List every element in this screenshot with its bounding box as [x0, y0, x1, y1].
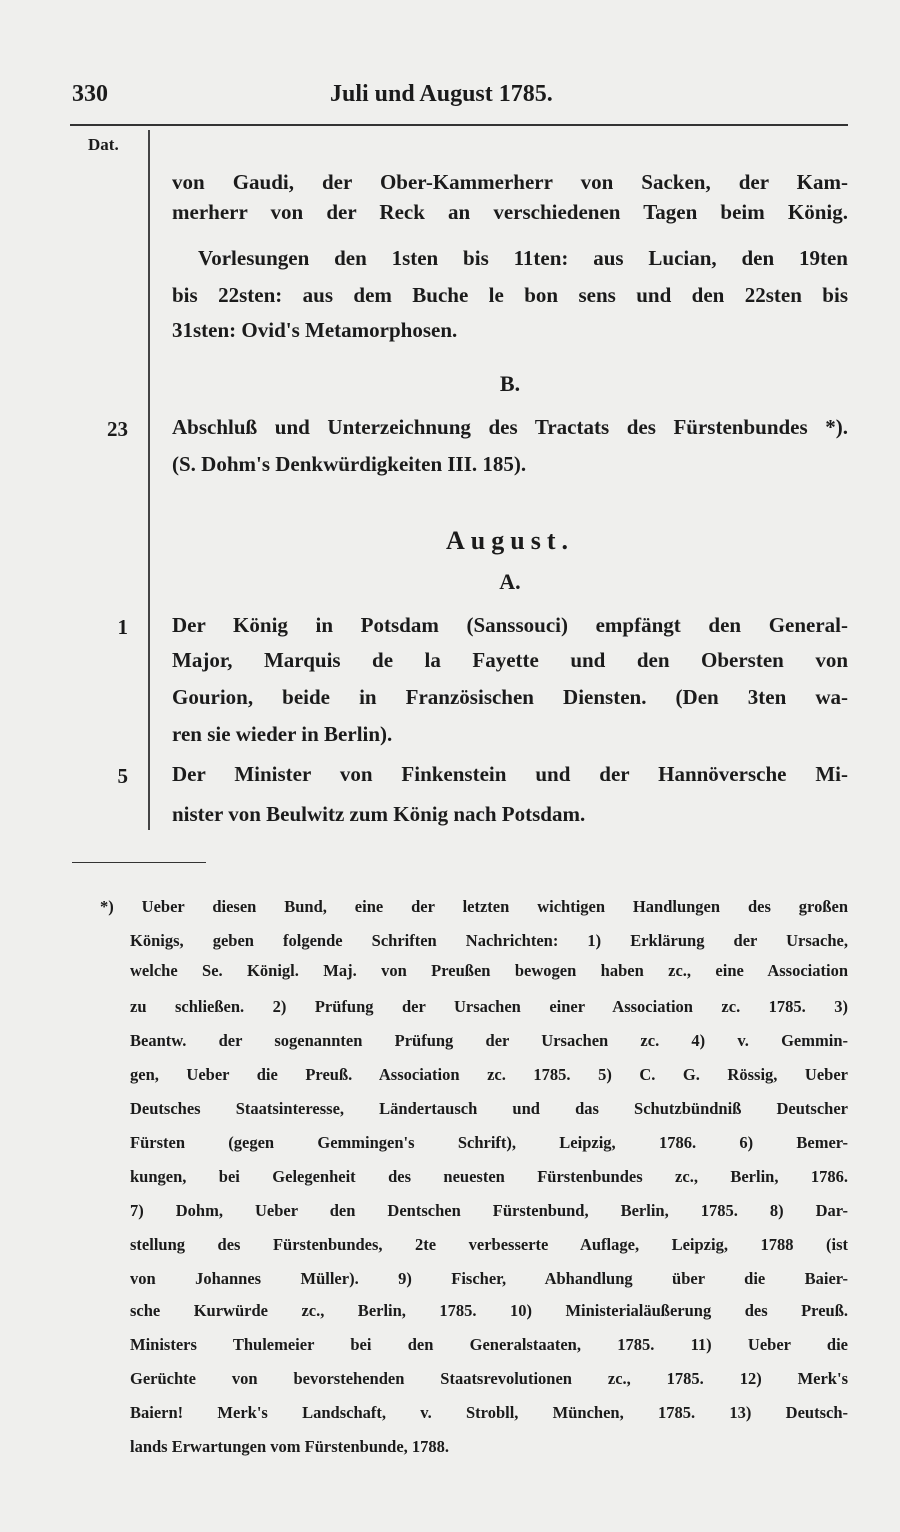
text-line: Vorlesungen den 1sten bis 11ten: aus Lucian, den 19ten	[198, 246, 848, 270]
footnote-line: *) Ueber diesen Bund, eine der letzten wichtigen Handlungen des großen	[100, 897, 848, 916]
date-5: 5	[117, 764, 128, 788]
text-line: Der König in Potsdam (Sanssouci) empfängt den General-	[172, 613, 848, 637]
footnote-line: kungen, bei Gelegenheit des neuesten Fürstenbundes zc., Berlin, 1786.	[130, 1167, 848, 1186]
text-line: Gourion, beide in Französischen Diensten. (Den 3ten wa-	[172, 685, 848, 709]
text-line: Major, Marquis de la Fayette und den Obersten von	[172, 648, 848, 672]
footnote-line: Königs, geben folgende Schriften Nachrichten: 1) Erklärung der Ursache,	[130, 931, 848, 950]
footnote-line: Gerüchte von bevorstehenden Staatsrevolutionen zc., 1785. 12) Merk's	[130, 1369, 848, 1388]
text-line: merherr von der Reck an verschiedenen Tagen beim König.	[172, 200, 848, 224]
footnote-line: Fürsten (gegen Gemmingen's Schrift), Leipzig, 1786. 6) Bemer-	[130, 1133, 848, 1152]
page-number: 330	[72, 81, 108, 107]
section-heading-b: B.	[499, 371, 521, 396]
footnote-line: Baiern! Merk's Landschaft, v. Strobll, München, 1785. 13) Deutsch-	[130, 1403, 848, 1422]
footnote-line: Ministers Thulemeier bei den Generalstaaten, 1785. 11) Ueber die	[130, 1335, 848, 1354]
footnote-line: gen, Ueber die Preuß. Association zc. 1785. 5) C. G. Rössig, Ueber	[130, 1065, 848, 1084]
text-line: Der Minister von Finkenstein und der Hannöversche Mi-	[172, 762, 848, 786]
footnote-line: sche Kurwürde zc., Berlin, 1785. 10) Ministerialäußerung des Preuß.	[130, 1301, 848, 1320]
text-line: Abschluß und Unterzeichnung des Tractats des Fürstenbundes *).	[172, 415, 848, 439]
text-line: 31sten: Ovid's Metamorphosen.	[172, 318, 458, 342]
section-heading-a: A.	[499, 569, 521, 594]
month-heading: August.	[446, 526, 574, 555]
text-line: von Gaudi, der Ober-Kammerherr von Sacken, der Kam-	[172, 170, 848, 194]
date-1: 1	[117, 615, 128, 639]
footnote-line: lands Erwartungen vom Fürstenbunde, 1788.	[130, 1437, 450, 1456]
header-rule	[70, 124, 848, 126]
footnote-line: zu schließen. 2) Prüfung der Ursachen einer Association zc. 1785. 3)	[130, 997, 848, 1016]
footnote-line: stellung des Fürstenbundes, 2te verbesserte Auflage, Leipzig, 1788 (ist	[130, 1235, 848, 1254]
text-line: ren sie wieder in Berlin).	[172, 722, 393, 746]
date-column-label: Dat.	[88, 135, 119, 154]
column-divider	[148, 130, 150, 830]
running-title: Juli und August 1785.	[330, 81, 553, 107]
text-line: bis 22sten: aus dem Buche le bon sens und den 22sten bis	[172, 283, 848, 307]
text-line: nister von Beulwitz zum König nach Potsdam.	[172, 802, 586, 826]
date-23: 23	[107, 417, 128, 441]
text-line: (S. Dohm's Denkwürdigkeiten III. 185).	[172, 452, 527, 476]
footnote-line: 7) Dohm, Ueber den Dentschen Fürstenbund, Berlin, 1785. 8) Dar-	[130, 1201, 848, 1220]
footnote-rule	[72, 862, 206, 863]
footnote-line: Beantw. der sogenannten Prüfung der Ursachen zc. 4) v. Gemmin-	[130, 1031, 848, 1050]
footnote-line: welche Se. Königl. Maj. von Preußen bewogen haben zc., eine Association	[130, 961, 848, 980]
footnote-line: Deutsches Staatsinteresse, Ländertausch und das Schutzbündniß Deutscher	[130, 1099, 848, 1118]
footnote-line: von Johannes Müller). 9) Fischer, Abhandlung über die Baier-	[130, 1269, 848, 1288]
